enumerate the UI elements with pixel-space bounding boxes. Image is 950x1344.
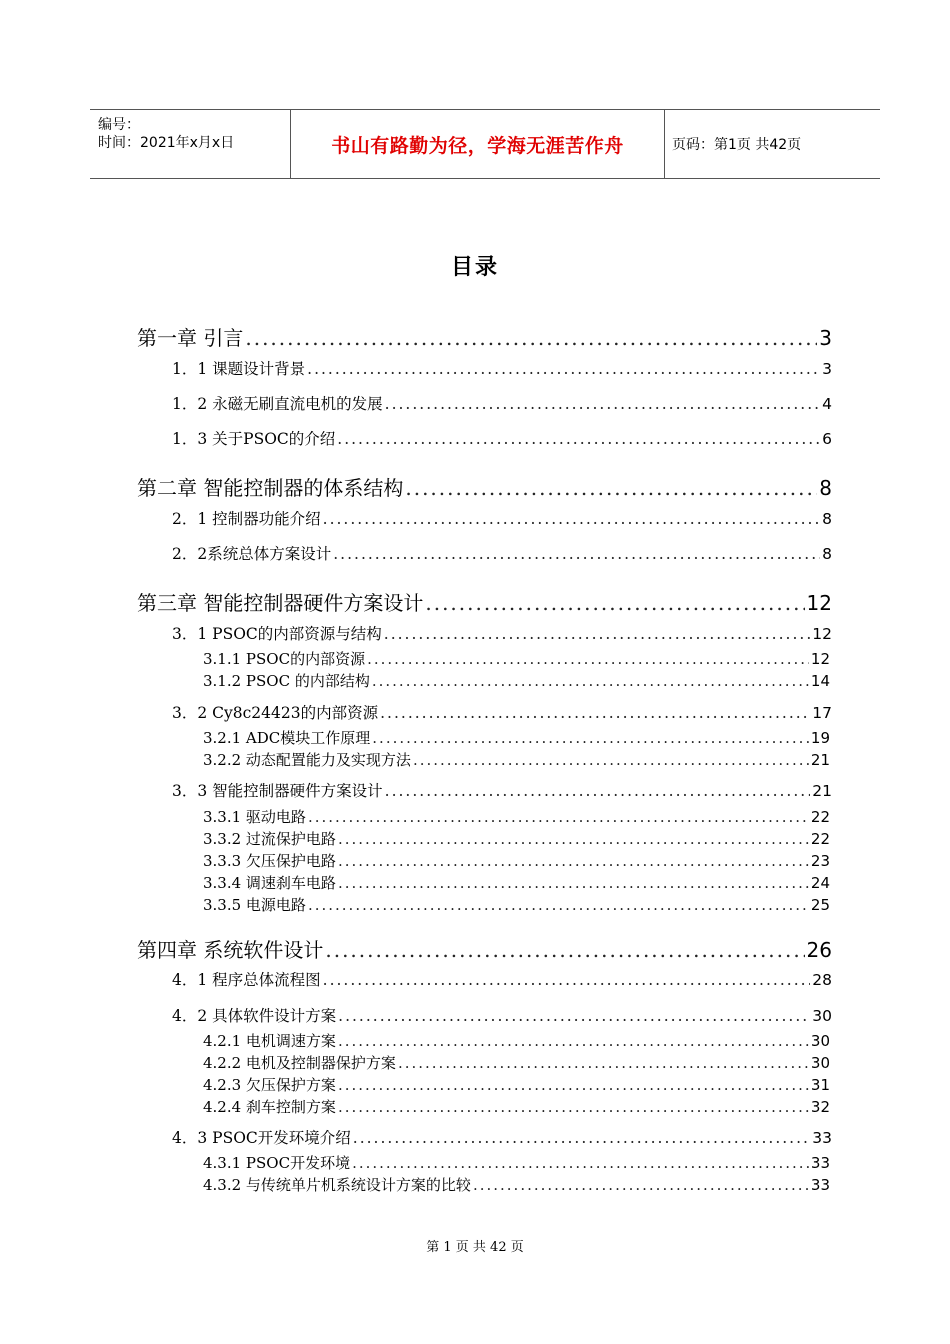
toc-entry-page: 8 <box>819 476 832 500</box>
toc-entry-label: 4.3.2 与传统单片机系统设计方案的比较 <box>203 1176 471 1194</box>
dot-leader <box>385 782 811 800</box>
toc-entry-page: 33 <box>810 1176 830 1194</box>
toc-entry-page: 31 <box>810 1076 830 1094</box>
dot-leader <box>413 751 809 769</box>
toc-entry-subsection[interactable] <box>203 648 830 669</box>
dot-leader <box>323 510 820 528</box>
dot-leader <box>405 476 817 500</box>
dot-leader <box>398 1054 809 1072</box>
header-page-info: 页码：第1页 共42页 <box>672 137 802 153</box>
toc-entry-label: 第四章 系统软件设计 <box>137 938 324 962</box>
toc-entry-page: 33 <box>812 1129 832 1147</box>
toc-entry-subsection[interactable] <box>203 828 830 849</box>
toc-entry-subsection[interactable] <box>203 1096 830 1117</box>
dot-leader <box>308 808 809 826</box>
toc-entry-label: 第二章 智能控制器的体系结构 <box>137 476 404 500</box>
toc-entry-page: 12 <box>810 650 830 668</box>
toc-entry-label: 4.2.3 欠压保护方案 <box>203 1076 336 1094</box>
toc-entry-subsection[interactable] <box>203 727 830 748</box>
toc-entry-chapter[interactable] <box>137 934 832 963</box>
page-footer: 第 1 页 共 42 页 <box>426 1240 524 1255</box>
toc-entry-label: 3.1.1 PSOC的内部资源 <box>203 650 366 668</box>
toc-entry-page: 12 <box>812 625 832 643</box>
toc-entry-label: 3.2.2 动态配置能力及实现方法 <box>203 751 411 769</box>
toc-entry-section[interactable] <box>172 622 832 644</box>
toc-entry-page: 23 <box>810 852 830 870</box>
toc-entry-subsection[interactable] <box>203 670 830 691</box>
toc-entry-subsection[interactable] <box>203 1174 830 1195</box>
toc-entry-section[interactable] <box>172 357 832 379</box>
toc-entry-label: 4.2.1 电机调速方案 <box>203 1032 336 1050</box>
toc-entry-label: 3.1.2 PSOC 的内部结构 <box>203 672 370 690</box>
toc-entry-subsection[interactable] <box>203 872 830 893</box>
dot-leader <box>380 704 810 722</box>
toc-entry-section[interactable] <box>172 1126 832 1148</box>
dot-leader <box>338 1007 810 1025</box>
dot-leader <box>353 1129 811 1147</box>
toc-entry-page: 33 <box>810 1154 830 1172</box>
dot-leader <box>338 1076 809 1094</box>
toc-entry-page: 26 <box>806 938 832 962</box>
dot-leader <box>338 830 809 848</box>
toc-entry-page: 14 <box>810 672 830 690</box>
dot-leader <box>325 938 804 962</box>
toc-entry-page: 32 <box>810 1098 830 1116</box>
toc-entry-label: 2．1 控制器功能介绍 <box>172 510 321 528</box>
toc-entry-section[interactable] <box>172 507 832 529</box>
toc-entry-label: 第一章 引言 <box>137 326 244 350</box>
dot-leader <box>338 1098 809 1116</box>
toc-entry-page: 8 <box>822 510 832 528</box>
toc-title: 目录 <box>450 255 499 280</box>
toc-entry-label: 4．1 程序总体流程图 <box>172 971 321 989</box>
toc-entry-page: 30 <box>812 1007 832 1025</box>
toc-entry-label: 3.3.5 电源电路 <box>203 896 306 914</box>
toc-entry-section[interactable] <box>172 1004 832 1026</box>
time-label: 时间：2021年x月x日 <box>98 135 235 151</box>
toc-entry-label: 4.2.2 电机及控制器保护方案 <box>203 1054 396 1072</box>
toc-entry-page: 12 <box>806 591 832 615</box>
toc-entry-chapter[interactable] <box>137 587 832 616</box>
number-label: 编号： <box>98 117 140 133</box>
toc-entry-page: 21 <box>810 751 830 769</box>
dot-leader <box>425 591 804 615</box>
toc-entry-label: 1．2 永磁无刷直流电机的发展 <box>172 395 383 413</box>
toc-entry-page: 30 <box>810 1032 830 1050</box>
toc-entry-subsection[interactable] <box>203 1074 830 1095</box>
toc-entry-page: 3 <box>819 326 832 350</box>
toc-entry-label: 第三章 智能控制器硬件方案设计 <box>137 591 424 615</box>
toc-entry-label: 1．1 课题设计背景 <box>172 360 306 378</box>
toc-entry-section[interactable] <box>172 779 832 801</box>
toc-entry-label: 2．2系统总体方案设计 <box>172 545 332 563</box>
toc-entry-page: 8 <box>822 545 832 563</box>
dot-leader <box>384 625 811 643</box>
dot-leader <box>337 430 820 448</box>
toc-entry-page: 30 <box>810 1054 830 1072</box>
dot-leader <box>338 1032 809 1050</box>
toc-entry-label: 3.3.4 调速刹车电路 <box>203 874 336 892</box>
toc-entry-page: 22 <box>810 830 830 848</box>
toc-entry-label: 3.2.1 ADC模块工作原理 <box>203 729 371 747</box>
toc-entry-chapter[interactable] <box>137 472 832 501</box>
toc-entry-label: 3．2 Cy8c24423的内部资源 <box>172 704 379 722</box>
toc-entry-label: 3.3.3 欠压保护电路 <box>203 852 336 870</box>
toc-entry-section[interactable] <box>172 392 832 414</box>
toc-entry-label: 4.2.4 刹车控制方案 <box>203 1098 336 1116</box>
toc-entry-page: 24 <box>810 874 830 892</box>
toc-entry-subsection[interactable] <box>203 894 830 915</box>
dot-leader <box>338 874 809 892</box>
dot-leader <box>307 360 820 378</box>
toc-entry-label: 3.3.1 驱动电路 <box>203 808 306 826</box>
dot-leader <box>372 672 809 690</box>
dot-leader <box>308 896 809 914</box>
toc-entry-label: 3．3 智能控制器硬件方案设计 <box>172 782 383 800</box>
header-motto: 书山有路勤为径，学海无涯苦作舟 <box>290 110 665 178</box>
toc-entry-section[interactable] <box>172 701 832 723</box>
dot-leader <box>385 395 820 413</box>
toc-entry-page: 3 <box>822 360 832 378</box>
toc-entry-page: 21 <box>812 782 832 800</box>
dot-leader <box>333 545 820 563</box>
dot-leader <box>473 1176 809 1194</box>
dot-leader <box>372 729 809 747</box>
toc-entry-subsection[interactable] <box>203 806 830 827</box>
toc-entry-label: 3．1 PSOC的内部资源与结构 <box>172 625 382 643</box>
dot-leader <box>245 326 817 350</box>
dot-leader <box>367 650 809 668</box>
toc-entry-page: 28 <box>812 971 832 989</box>
dot-leader <box>352 1154 809 1172</box>
toc-entry-page: 6 <box>822 430 832 448</box>
toc-entry-subsection[interactable] <box>203 850 830 871</box>
toc-entry-chapter[interactable] <box>137 322 832 351</box>
toc-entry-subsection[interactable] <box>203 1052 830 1073</box>
toc-entry-section[interactable] <box>172 542 832 564</box>
toc-entry-label: 4．3 PSOC开发环境介绍 <box>172 1129 351 1147</box>
toc-entry-subsection[interactable] <box>203 1030 830 1051</box>
toc-entry-label: 4．2 具体软件设计方案 <box>172 1007 337 1025</box>
toc-entry-subsection[interactable] <box>203 749 830 770</box>
toc-entry-page: 4 <box>822 395 832 413</box>
toc-entry-section[interactable] <box>172 427 832 449</box>
dot-leader <box>323 971 811 989</box>
toc-entry-page: 22 <box>810 808 830 826</box>
toc-entry-label: 4.3.1 PSOC开发环境 <box>203 1154 351 1172</box>
toc-entry-page: 17 <box>812 704 832 722</box>
toc-entry-subsection[interactable] <box>203 1152 830 1173</box>
toc-entry-page: 25 <box>810 896 830 914</box>
toc-entry-label: 3.3.2 过流保护电路 <box>203 830 336 848</box>
toc-entry-section[interactable] <box>172 968 832 990</box>
toc-entry-label: 1．3 关于PSOC的介绍 <box>172 430 336 448</box>
toc-entry-page: 19 <box>810 729 830 747</box>
dot-leader <box>338 852 809 870</box>
